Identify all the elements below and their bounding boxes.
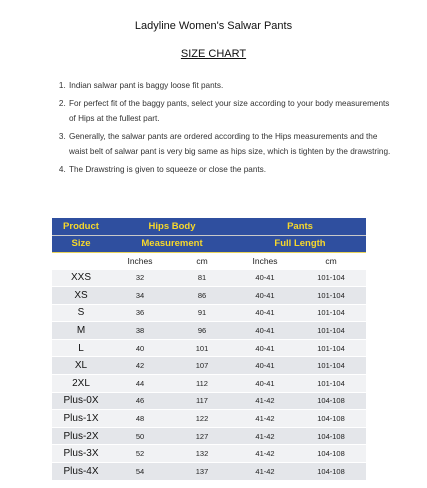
length-cm-cell: 101-104 [296, 269, 366, 287]
hips-inches-cell: 38 [110, 322, 170, 340]
hips-cm-cell: 96 [170, 322, 234, 340]
note-item: 3. Generally, the salwar pants are ordered according to the Hips measurements and the waist belt of salwar pant is very big same as hips size, which is tighten by the drawstring. [68, 129, 398, 159]
length-inches-cell: 40-41 [234, 375, 296, 393]
hips-inches-cell: 36 [110, 304, 170, 322]
hips-inches-cell: 46 [110, 392, 170, 410]
header-size: Size [52, 235, 110, 252]
table-row [52, 287, 366, 305]
unit-label: cm [296, 252, 366, 269]
hips-cm-cell: 127 [170, 427, 234, 445]
hips-inches-cell: 32 [110, 269, 170, 287]
notes-list [50, 78, 398, 180]
note-item: 4. The Drawstring is given to squeeze or close the pants. [68, 162, 398, 177]
length-cm-cell: 101-104 [296, 287, 366, 305]
length-inches-cell: 40-41 [234, 339, 296, 357]
header-hips: Hips Body [110, 218, 234, 235]
table-row [52, 269, 366, 287]
table-row [52, 427, 366, 445]
length-inches-cell: 40-41 [234, 287, 296, 305]
size-cell: Plus-1X [52, 410, 110, 428]
header-measurement: Measurement [110, 235, 234, 252]
hips-inches-cell: 44 [110, 375, 170, 393]
hips-inches-cell: 54 [110, 463, 170, 481]
table-row [52, 339, 366, 357]
size-cell: L [52, 339, 110, 357]
header-pants: Pants [234, 218, 366, 235]
table-row [52, 322, 366, 340]
hips-cm-cell: 122 [170, 410, 234, 428]
header-row [52, 218, 366, 235]
size-cell: XS [52, 287, 110, 305]
table-row [52, 445, 366, 463]
size-cell: S [52, 304, 110, 322]
hips-inches-cell: 50 [110, 427, 170, 445]
length-cm-cell: 104-108 [296, 427, 366, 445]
hips-cm-cell: 86 [170, 287, 234, 305]
units-blank [52, 252, 110, 269]
hips-inches-cell: 42 [110, 357, 170, 375]
length-inches-cell: 41-42 [234, 463, 296, 481]
size-cell: M [52, 322, 110, 340]
size-cell: Plus-2X [52, 427, 110, 445]
header-full-length: Full Length [234, 235, 366, 252]
note-item: 2. For perfect fit of the baggy pants, select your size according to your body measurements of Hips at the fullest part. [68, 96, 398, 126]
table-row [52, 304, 366, 322]
length-cm-cell: 104-108 [296, 463, 366, 481]
length-inches-cell: 40-41 [234, 357, 296, 375]
hips-cm-cell: 91 [170, 304, 234, 322]
size-cell: Plus-0X [52, 392, 110, 410]
size-cell: XL [52, 357, 110, 375]
units-row [52, 252, 366, 269]
length-inches-cell: 41-42 [234, 392, 296, 410]
hips-cm-cell: 112 [170, 375, 234, 393]
header-row [52, 235, 366, 252]
length-cm-cell: 101-104 [296, 304, 366, 322]
hips-cm-cell: 101 [170, 339, 234, 357]
length-cm-cell: 104-108 [296, 392, 366, 410]
length-cm-cell: 101-104 [296, 339, 366, 357]
table-row [52, 357, 366, 375]
length-inches-cell: 40-41 [234, 269, 296, 287]
length-cm-cell: 101-104 [296, 375, 366, 393]
hips-cm-cell: 81 [170, 269, 234, 287]
length-cm-cell: 101-104 [296, 322, 366, 340]
size-cell: Plus-4X [52, 463, 110, 481]
size-cell: 2XL [52, 375, 110, 393]
size-chart-table [52, 218, 366, 480]
length-inches-cell: 41-42 [234, 410, 296, 428]
hips-cm-cell: 132 [170, 445, 234, 463]
note-item: 1. Indian salwar pant is baggy loose fit pants. [68, 78, 398, 93]
hips-inches-cell: 40 [110, 339, 170, 357]
length-cm-cell: 104-108 [296, 410, 366, 428]
hips-cm-cell: 137 [170, 463, 234, 481]
length-inches-cell: 40-41 [234, 304, 296, 322]
size-cell: XXS [52, 269, 110, 287]
table-header [52, 218, 366, 252]
table-body [52, 252, 366, 480]
unit-label: cm [170, 252, 234, 269]
table-row [52, 410, 366, 428]
length-inches-cell: 41-42 [234, 427, 296, 445]
length-cm-cell: 101-104 [296, 357, 366, 375]
table-row [52, 392, 366, 410]
length-inches-cell: 40-41 [234, 322, 296, 340]
size-cell: Plus-3X [52, 445, 110, 463]
hips-inches-cell: 34 [110, 287, 170, 305]
unit-label: Inches [110, 252, 170, 269]
document-subtitle: SIZE CHART [180, 48, 247, 60]
hips-inches-cell: 48 [110, 410, 170, 428]
length-inches-cell: 41-42 [234, 445, 296, 463]
header-product: Product [52, 218, 110, 235]
hips-cm-cell: 117 [170, 392, 234, 410]
document-title: Ladyline Women's Salwar Pants [134, 20, 293, 32]
hips-inches-cell: 52 [110, 445, 170, 463]
unit-label: Inches [234, 252, 296, 269]
length-cm-cell: 104-108 [296, 445, 366, 463]
table-row [52, 463, 366, 481]
table-row [52, 375, 366, 393]
hips-cm-cell: 107 [170, 357, 234, 375]
